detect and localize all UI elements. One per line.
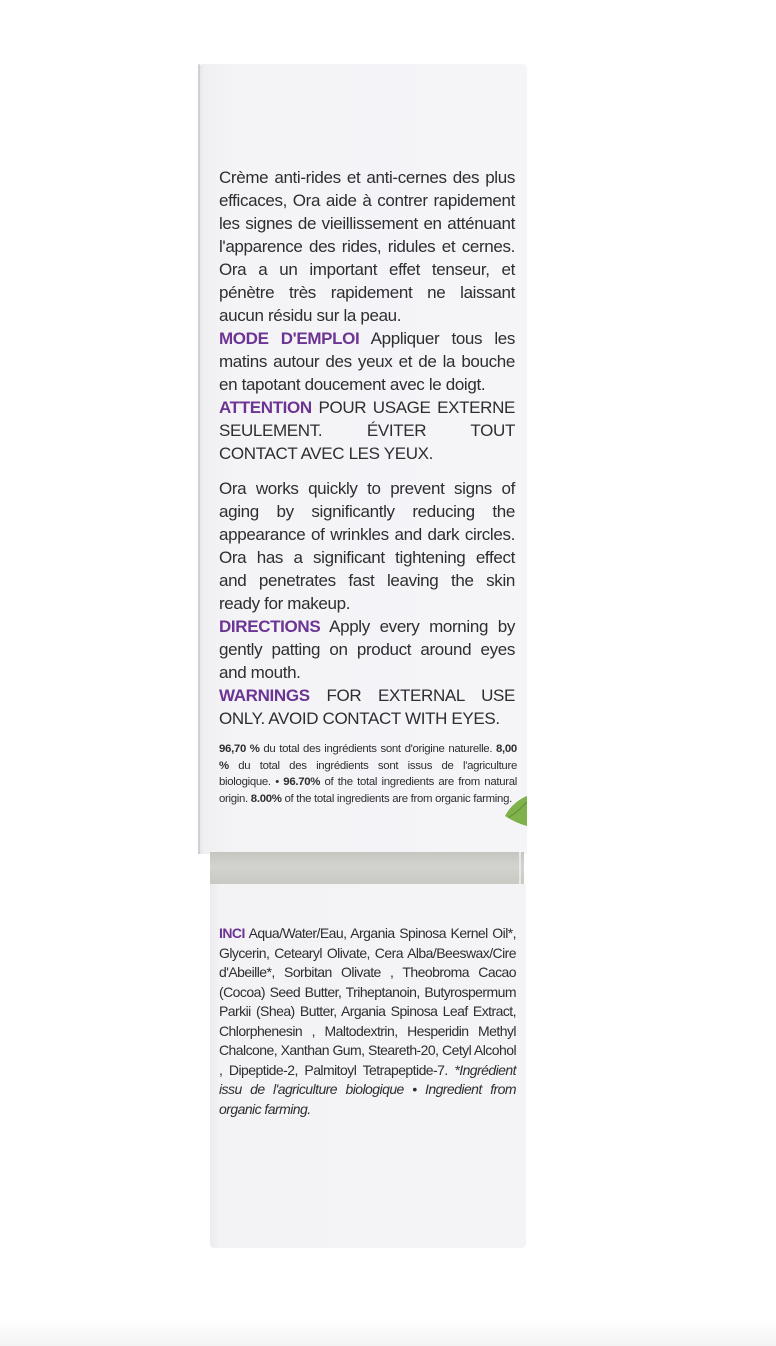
mode-emploi-heading: MODE D'EMPLOI [219,329,360,348]
inci-block [219,924,516,1119]
english-warnings-paragraph [219,684,515,730]
english-directions-paragraph [219,615,515,684]
warnings-text: FOR EXTERNAL USE ONLY. AVOID CONTACT WITH EYES. [219,686,515,728]
background-floor [0,1320,776,1346]
fr-organic-pct: 8,00 % [219,743,517,772]
fr-natural-pct: 96,70 % [219,743,260,755]
french-mode-paragraph [219,327,515,396]
directions-heading: DIRECTIONS [219,617,321,636]
leaf-graphic [503,794,527,828]
attention-heading: ATTENTION [219,398,312,417]
directions-text: Apply every morning by gently patting on product around eyes and mouth. [219,617,515,682]
en-organic-pct: 8.00% [250,792,282,805]
warnings-heading: WARNINGS [219,686,310,705]
french-text-block [219,166,515,465]
fr-organic-text: du total des ingrédients sont issus de l'agriculture biologique. • [219,759,517,788]
attention-text: POUR USAGE EXTERNE SEULEMENT. ÉVITER TOUT CONTACT AVEC LES YEUX. [219,398,515,463]
box-back-panel [198,64,527,854]
french-attention-paragraph [219,396,515,465]
origin-statement [219,741,517,807]
product-box [198,64,527,1248]
origin-block [219,741,517,807]
french-intro: Crème anti-rides et anti-cernes des plus efficaces, Ora aide à contrer rapidement les signes de vieillissement en atténuant l'apparence des rides, ridules et cernes. Ora a un important effet tenseur, et pénètre très rapidement ne laissant aucun résidu sur la peau. [219,168,515,325]
inci-paragraph [219,924,516,1119]
fr-natural-text: du total des ingrédients sont d'origine naturelle. [259,743,493,755]
inci-list: Aqua/Water/Eau, Argania Spinosa Kernel Oil*, Glycerin, Cetearyl Olivate, Cera Alba/Beeswax/Cire d'Abeille*, Sorbitan Olivate , Theobroma Cacao (Cocoa) Seed Butter, Triheptanoin, Butyrospermum Parkii (Shea) Butter, Argania Spinosa Leaf Extract, Chlorphenesin , Maltodextrin, Hesperidin Methyl Chalcone, Xanthan Gum, Steareth-20, Cetyl Alcohol , Dipeptide-2, Palmitoyl Tetrapeptide-7. [219,925,516,1078]
english-intro: Ora works quickly to prevent signs of aging by significantly reducing the appearance of wrinkles and dark circles. Ora has a significant tightening effect and penetrates fast leaving the skin ready for makeup. [219,479,515,613]
en-natural-pct: 96.70% [283,776,321,788]
inci-label: INCI [219,925,245,941]
box-seal-strip [210,852,524,885]
mode-emploi-text: Appliquer tous les matins autour des yeux et de la bouche en tapotant doucement avec le doigt. [219,329,515,394]
en-organic-text: of the total ingredients are from organic farming. [281,792,512,805]
inci-organic-note: *Ingrédient issu de l'agriculture biologique • Ingredient from organic farming. [219,1061,516,1117]
seal-edge [519,852,521,884]
en-natural-text: of the total ingredients are from natural origin. [219,776,518,805]
english-text-block [219,477,515,730]
box-ingredients-panel [210,884,526,1248]
